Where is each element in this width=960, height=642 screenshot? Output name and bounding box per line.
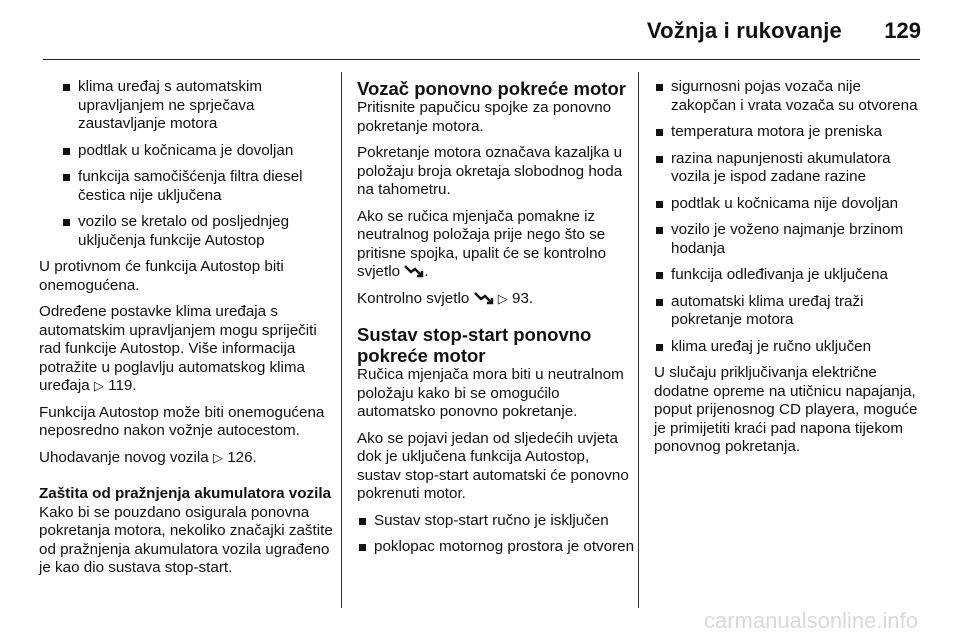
bullet-item: podtlak u kočnicama je dovoljan [61,142,333,161]
page-reference-arrow-icon: ▷ [212,449,223,465]
paragraph [39,449,333,468]
column-divider-1 [341,72,342,608]
bullet-item: automatski klima uređaj traži pokretanje motora [654,293,930,330]
column-divider-2 [638,72,639,608]
bullet-item: temperatura motora je preniska [654,123,930,142]
paragraph: Pokretanje motora označava kazaljka u položaju broja okretaja slobodnog hoda na tahometru. [357,144,623,198]
section-heading: Zaštita od pražnjenja akumulatora vozila [39,485,332,502]
autostop-control-light-icon [404,264,424,278]
paragraph: U protivnom će funkcija Autostop biti onemogućena. [39,258,284,294]
paragraph: Funkcija Autostop može biti onemogućena neposredno nakon vožnje autocestom. [39,403,325,439]
page-reference[interactable]: 93. [512,289,534,307]
paragraph: Kako bi se pouzdano osigurala ponovna pokretanja motora, nekoliko značajki zaštite od pražnjenja akumulatora vozila ugrađeno je kao dio sustava stop-start. [39,503,333,576]
paragraph-text: Određene postavke klima uređaja s automatskim upravljanjem mogu spriječiti rad funkcije Autostop. Više informacija potražite u poglavlju automatskog klima uređaja [39,303,317,394]
paragraph: Ručica mjenjača mora biti u neutralnom položaju kako bi se omogućilo automatsko ponovno pokretanje. [357,366,624,420]
paragraph [39,303,333,396]
page-reference[interactable]: 119. [108,377,137,394]
paragraph [357,290,635,309]
section-heading: Vozač ponovno pokreće motor [357,78,626,99]
chapter-title: Vožnja i rukovanje [646,18,842,43]
column-1 [39,78,333,586]
watermark: carmanualsonline.info [703,608,918,633]
bullet-item: poklopac motornog prostora je otvoren [357,538,635,557]
page-reference-arrow-icon: ▷ [497,290,508,306]
bullet-item: vozilo se kretalo od posljednjeg uključenja funkcije Autostop [61,213,333,250]
section-heading: Sustav stop-start ponovno pokreće motor [357,324,592,366]
bullet-item: razina napunjenosti akumulatora vozila je ispod zadane razine [654,150,930,187]
bullet-item: funkcija odleđivanja je uključena [654,266,930,285]
paragraph-text: . [424,263,429,280]
column-3 [654,78,930,465]
paragraph-text: Uhodavanje novog vozila [39,448,209,466]
bullet-item: podtlak u kočnicama nije dovoljan [654,195,930,214]
page-reference-arrow-icon: ▷ [93,378,104,393]
paragraph: Pritisnite papučicu spojke za ponovno pokretanje motora. [357,99,612,135]
bullet-item: sigurnosni pojas vozača nije zakopčan i vrata vozača su otvorena [654,78,930,115]
paragraph-text: Kontrolno svjetlo [357,289,470,307]
bullet-item: Sustav stop-start ručno je isključen [357,512,635,531]
autostop-control-light-icon [474,291,494,305]
page-reference[interactable]: 126. [227,448,257,466]
page-number: 129 [884,18,921,43]
bullet-item: klima uređaj je ručno uključen [654,338,930,357]
page-header [0,0,960,60]
paragraph [357,208,635,282]
bullet-item: vozilo je voženo najmanje brzinom hodanja [654,221,930,258]
paragraph: U slučaju priključivanja električne dodatne opreme na utičnicu napajanja, poput prijenosnog CD playera, moguće je primijetiti kraći pad napona tijekom ponovnog pokretanja. [654,364,918,455]
column-2 [357,78,635,565]
bullet-item: funkcija samočišćenja filtra diesel čestica nije uključena [61,168,333,205]
header-rule [43,59,920,60]
bullet-item: klima uređaj s automatskim upravljanjem ne sprječava zaustavljanje motora [61,78,333,134]
paragraph-text: Ako se ručica mjenjača pomakne iz neutralnog položaja prije nego što se pritisne spojka, upalit će se kontrolno svjetlo [357,207,607,280]
paragraph: Ako se pojavi jedan od sljedećih uvjeta dok je uključena funkcija Autostop, sustav stop-start automatski će ponovno pokrenuti motor. [357,429,629,502]
